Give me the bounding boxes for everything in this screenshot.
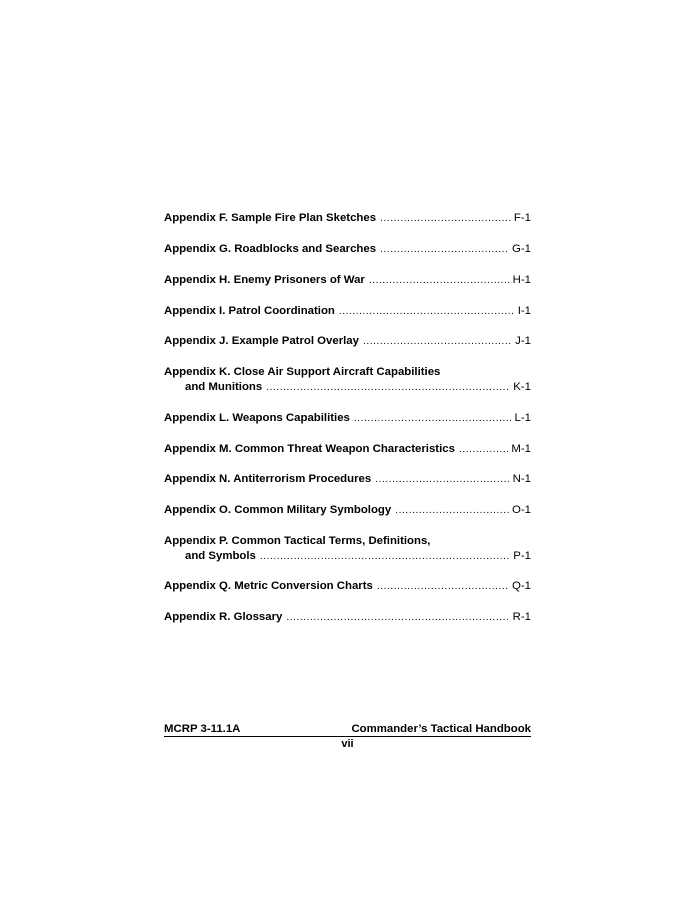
toc-entry-title: Appendix N. Antiterrorism Procedures bbox=[164, 473, 372, 485]
toc-entry-appendix-j[interactable] bbox=[164, 334, 531, 349]
page-number: vii bbox=[341, 738, 354, 750]
toc-entry-title: Appendix L. Weapons Capabilities bbox=[164, 412, 350, 424]
toc-entry-title: Appendix R. Glossary bbox=[164, 611, 283, 623]
footer-rule-row bbox=[164, 723, 531, 737]
dot-leader bbox=[395, 503, 509, 518]
toc-entry-title: Appendix F. Sample Fire Plan Sketches bbox=[164, 212, 377, 224]
toc-entry-page: J-1 bbox=[515, 335, 531, 347]
toc-entry-appendix-o[interactable] bbox=[164, 503, 531, 518]
dot-leader bbox=[377, 579, 509, 594]
toc-entry-title: Appendix I. Patrol Coordination bbox=[164, 305, 335, 317]
toc-entry-appendix-n[interactable] bbox=[164, 472, 531, 487]
dot-leader bbox=[339, 304, 515, 319]
dot-leader bbox=[369, 273, 510, 288]
toc-entry-appendix-f[interactable] bbox=[164, 211, 531, 226]
dot-leader bbox=[380, 242, 509, 257]
dot-leader bbox=[459, 442, 508, 457]
toc-entry-page: G-1 bbox=[512, 243, 531, 255]
toc-entry-page: N-1 bbox=[512, 473, 531, 485]
toc-entry-title: Appendix G. Roadblocks and Searches bbox=[164, 243, 377, 255]
toc-entry-appendix-g[interactable] bbox=[164, 242, 531, 257]
toc-entry-page: L-1 bbox=[514, 412, 531, 424]
toc-entry-appendix-k[interactable] bbox=[164, 365, 531, 395]
toc-entry-title-continued: and Symbols bbox=[185, 550, 256, 562]
dot-leader bbox=[286, 610, 509, 625]
toc-entry-appendix-h[interactable] bbox=[164, 273, 531, 288]
dot-leader bbox=[375, 472, 509, 487]
dot-leader bbox=[363, 334, 512, 349]
toc-entry-page: R-1 bbox=[512, 611, 531, 623]
toc-entry-title: Appendix M. Common Threat Weapon Characteristics bbox=[164, 443, 455, 455]
page-footer bbox=[164, 723, 531, 750]
handbook-title: Commander’s Tactical Handbook bbox=[351, 723, 531, 735]
toc-entry-appendix-q[interactable] bbox=[164, 579, 531, 594]
toc-entry-appendix-p[interactable] bbox=[164, 534, 531, 564]
toc-entry-title: Appendix P. Common Tactical Terms, Definitions, bbox=[164, 535, 431, 547]
dot-leader bbox=[266, 380, 510, 395]
toc-entry-appendix-r[interactable] bbox=[164, 610, 531, 625]
toc-entry-page: F-1 bbox=[513, 212, 531, 224]
toc-entry-page: M-1 bbox=[511, 443, 531, 455]
publication-number: MCRP 3-11.1A bbox=[164, 723, 241, 735]
dot-leader bbox=[260, 549, 510, 564]
toc-entry-page: I-1 bbox=[517, 305, 531, 317]
dot-leader bbox=[354, 411, 512, 426]
toc-entry-appendix-l[interactable] bbox=[164, 411, 531, 426]
toc-entry-page: O-1 bbox=[512, 504, 531, 516]
toc-entry-title: Appendix J. Example Patrol Overlay bbox=[164, 335, 359, 347]
toc-entry-page: Q-1 bbox=[512, 580, 531, 592]
toc-entry-page: P-1 bbox=[513, 550, 531, 562]
toc-entry-title: Appendix O. Common Military Symbology bbox=[164, 504, 392, 516]
toc-entry-page: H-1 bbox=[512, 274, 531, 286]
toc-entry-title: Appendix H. Enemy Prisoners of War bbox=[164, 274, 365, 286]
toc-entry-page: K-1 bbox=[513, 381, 531, 393]
toc-entry-appendix-i[interactable] bbox=[164, 304, 531, 319]
toc-entry-title-continued: and Munitions bbox=[185, 381, 263, 393]
toc-entry-title: Appendix Q. Metric Conversion Charts bbox=[164, 580, 373, 592]
toc-entry-appendix-m[interactable] bbox=[164, 442, 531, 457]
toc-entry-title: Appendix K. Close Air Support Aircraft Capabilities bbox=[164, 366, 441, 378]
dot-leader bbox=[380, 211, 511, 226]
